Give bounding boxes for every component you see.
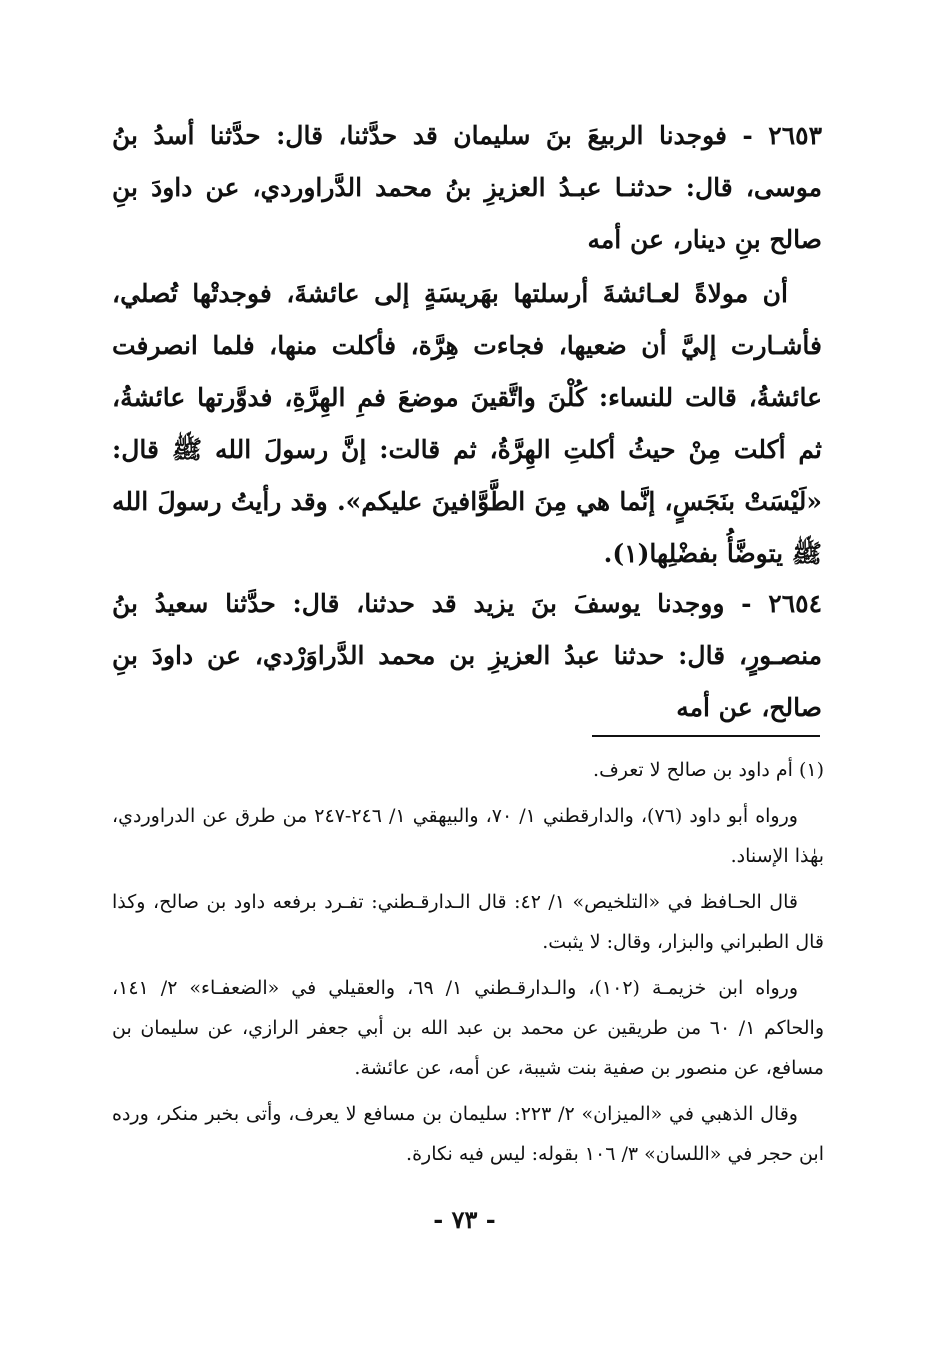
hadith-paragraph [112, 578, 822, 734]
hadith-matn-text: أن مولاةً لعـائشةَ أرسلتها بهَريسَةٍ إلى عائشةَ، فوجدتْها تُصلي، فأشـارت إليَّ أن ضعيها، فجاءت هِرَّة، فأكلت منها، فلما انصرفت عائشةُ، قالت للنساء: كُلْنَ واتَّقينَ موضعَ فمِ الهِرَّةِ، فدوَّرتها عائشةُ، ثم أكلت مِنْ حيثُ أكلتِ الهِرَّةُ، ثم قالت: إنَّ رسولَ الله ﷺ قال: «لَيْسَتْ بنَجَسٍ، إنَّما هي مِنَ الطَّوَّافينَ عليكم». وقد رأيتُ رسولَ الله ﷺ يتوضَّأُ بفضْلِها(١). [112, 279, 822, 568]
footnotes-section [112, 750, 824, 1180]
footnote-separator [592, 735, 820, 737]
footnote-paragraph: وقال الذهبي في «الميزان» ٢/ ٢٢٣: سليمان بن مسافع لا يعرف، وأتى بخبر منكر، ورده ابن حجر في «اللسان» ٣/ ١٠٦ بقوله: ليس فيه نكارة. [112, 1103, 824, 1165]
footnote-1: (١) أم داود بن صالح لا تعرف. [593, 759, 824, 781]
hadith-isnad-text: - ووجدنا يوسفَ بنَ يزيد قد حدثنا، قال: حدَّثنا سعيدُ بنُ منصـورٍ، قال: حدثنا عبدُ العزيزِ بن محمد الدَّراوَرْدي، عن داودَ بنِ صالح، عن أمه [112, 589, 822, 722]
hadith-paragraph [112, 110, 822, 266]
footnote-paragraph: ورواه أبو داود (٧٦)، والدارقطني ١/ ٧٠، والبيهقي ١/ ٢٤٦-٢٤٧ من طرق عن الدراوردي، بهٰذا الإسناد. [112, 805, 824, 867]
hadith-2653-matn [112, 268, 822, 580]
hadith-2653-isnad [112, 110, 822, 266]
page-number: - ٧٣ - [433, 1205, 496, 1234]
hadith-number: ٢٦٥٤ [768, 589, 822, 618]
footnote-paragraph: ورواه ابن خزيمـة (١٠٢)، والـدارقـطني ١/ ٦٩، والعقيلي في «الضعفـاء» ٢/ ١٤١، والحاكم ١/ ٦٠ من طريقين عن محمد بن عبد الله بن أبي جعفر الرازي، عن سليمان بن مسافع، عن منصور بن صفية بنت شيبة، عن أمه، عن عائشة. [112, 977, 824, 1079]
hadith-number: ٢٦٥٣ [768, 121, 822, 150]
hadith-2654-isnad [112, 578, 822, 734]
hadith-isnad-text: - فوجدنا الربيعَ بنَ سليمان قد حدَّثنا، قال: حدَّثنا أسدُ بنُ موسى، قال: حدثنـا عبـدُ العزيزِ بنُ محمد الدَّراوردي، عن داودَ بنِ صالح بنِ دينار، عن أمه [112, 121, 822, 254]
footnote-paragraph: قال الحـافظ في «التلخيص» ١/ ٤٢: قال الـدارقـطني: تفـرد برفعه داود بن صالح، وكذا قال الطبراني والبزار، وقال: لا يثبت. [112, 891, 824, 953]
